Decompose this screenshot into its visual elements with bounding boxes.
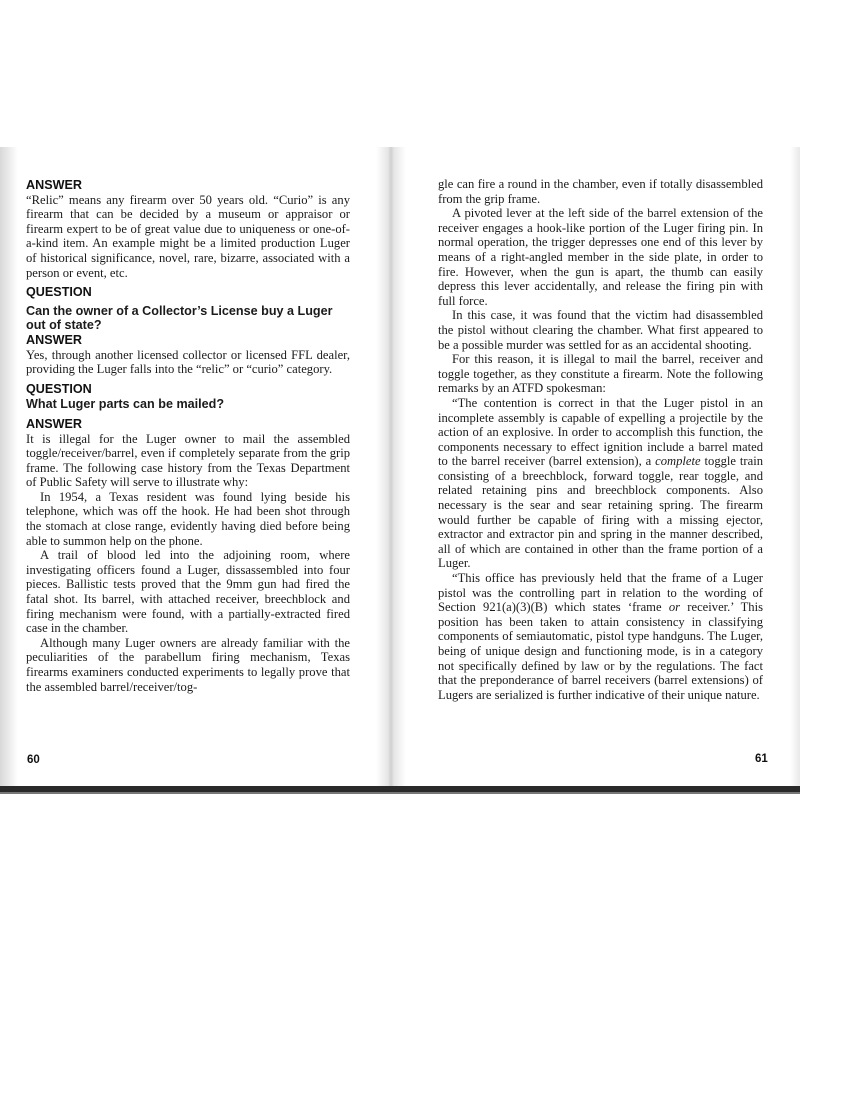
question-text: What Luger parts can be mailed? [26, 397, 225, 412]
page-number: 61 [755, 753, 768, 765]
answer-paragraph: Although many Luger owners are already familiar with the peculiarities of the parabellum firing mechanism, Texas firearms examiners conducted experiments to legally prove that the assembled barrel/receiver/tog- [26, 635, 350, 694]
answer-text: “Relic” means any firearm over 50 years old. “Curio” is any firearm that can be decided by a museum or appraisor or firearm expert to be of great value due to uniqueness or one-of-a-kind item. An example might be a limited production Luger of historical significance, novel, rare, bizarre, associated with a person or event, etc. [26, 192, 350, 280]
page-number: 60 [27, 754, 40, 766]
question-heading: QUESTION [26, 381, 92, 396]
quote-paragraph [438, 571, 763, 702]
quote-paragraph [438, 396, 763, 571]
question-heading: QUESTION [26, 285, 92, 300]
quote-text: receiver.’ This position has been taken to attain consistency in classifying components of semiautomatic, pistol type handguns. The Luger, being of unique design and functioning mode, is in a category not specifically defined by law or by the regulations. The fact that the preponderance of barrel receivers (barrel extensions) of Lugers are serialized is further indicative of their unique nature. [438, 600, 764, 702]
answer-paragraph: In 1954, a Texas resident was found lying beside his telephone, which was off the hook. He had been shot through the stomach at close range, evidently having died before being able to summon help on the phone. [26, 489, 350, 548]
page-edge-shadow [0, 147, 18, 792]
question-text: Can the owner of a Collector’s License buy a Luger out of state? [26, 303, 333, 333]
answer-heading: ANSWER [26, 178, 82, 192]
answer-heading: ANSWER [26, 332, 82, 347]
book-gutter [376, 147, 406, 792]
quote-emphasis: or [668, 600, 681, 615]
book-bottom-edge-shadow [0, 792, 800, 794]
page-edge-right [790, 147, 800, 792]
answer-text: Yes, through another licensed collector or licensed FFL dealer, providing the Luger falls into the “relic” or “curio” category. [26, 347, 350, 377]
answer-heading: ANSWER [26, 416, 82, 431]
right-page [438, 177, 763, 702]
answer-paragraph: A trail of blood led into the adjoining room, where investigating officers found a Luger, dissassembled into four pieces. Ballistic tests proved that the 9mm gun had fired the fatal shot. Its barrel, with attached receiver, breechblock and firing mechanism were found, with a partially-extracted fired case in the chamber. [26, 548, 350, 636]
answer-paragraph: It is illegal for the Luger owner to mail the assembled toggle/receiver/barrel, even if completely separate from the grip frame. The following case history from the Texas Department of Public Safety will serve to illustrate why: [26, 431, 350, 490]
left-page [26, 178, 350, 694]
quote-text: “The contention is correct in that the Luger pistol in an incomplete assembly is capable of expelling a projectile by the action of an explosive. In order to accomplish this function, the components necessary to effect ignition include a barrel mated to the barrel receiver (barrel extension), a [438, 395, 763, 469]
body-paragraph: A pivoted lever at the left side of the barrel extension of the receiver engages a hook-like portion of the Luger firing pin. In normal operation, the trigger depresses one end of this lever by means of a right-angled member in the side plate, in order to fire. However, when the gun is apart, the thumb can easily depress this lever accidentally, and release the firing pin with full force. [438, 206, 763, 308]
quote-text: “This office has previously held that the frame of a Luger pistol was the controlling part in relation to the wording of Section 921(a)(3)(B) which states ‘frame [438, 571, 763, 615]
quote-emphasis: complete [655, 454, 701, 469]
body-paragraph: In this case, it was found that the victim had disassembled the pistol without clearing the chamber. What first appeared to be a possible murder was settled for as an accidental shooting. [438, 308, 763, 352]
body-paragraph: For this reason, it is illegal to mail the barrel, receiver and toggle together, as they constitute a firearm. Note the following remarks by an ATFD spokesman: [438, 352, 763, 396]
body-paragraph: gle can fire a round in the chamber, even if totally disassembled from the grip frame. [438, 177, 763, 206]
quote-text: toggle train consisting of a breechblock, forward toggle, rear toggle, and related retaining pins and breechblock components. Also necessary is the sear and sear retaining spring. The firearm would further be capable of firing with a missing ejector, extractor and extractor pin and spring in the manner described, all of which are contained in other than the frame portion of a Luger. [438, 454, 763, 571]
